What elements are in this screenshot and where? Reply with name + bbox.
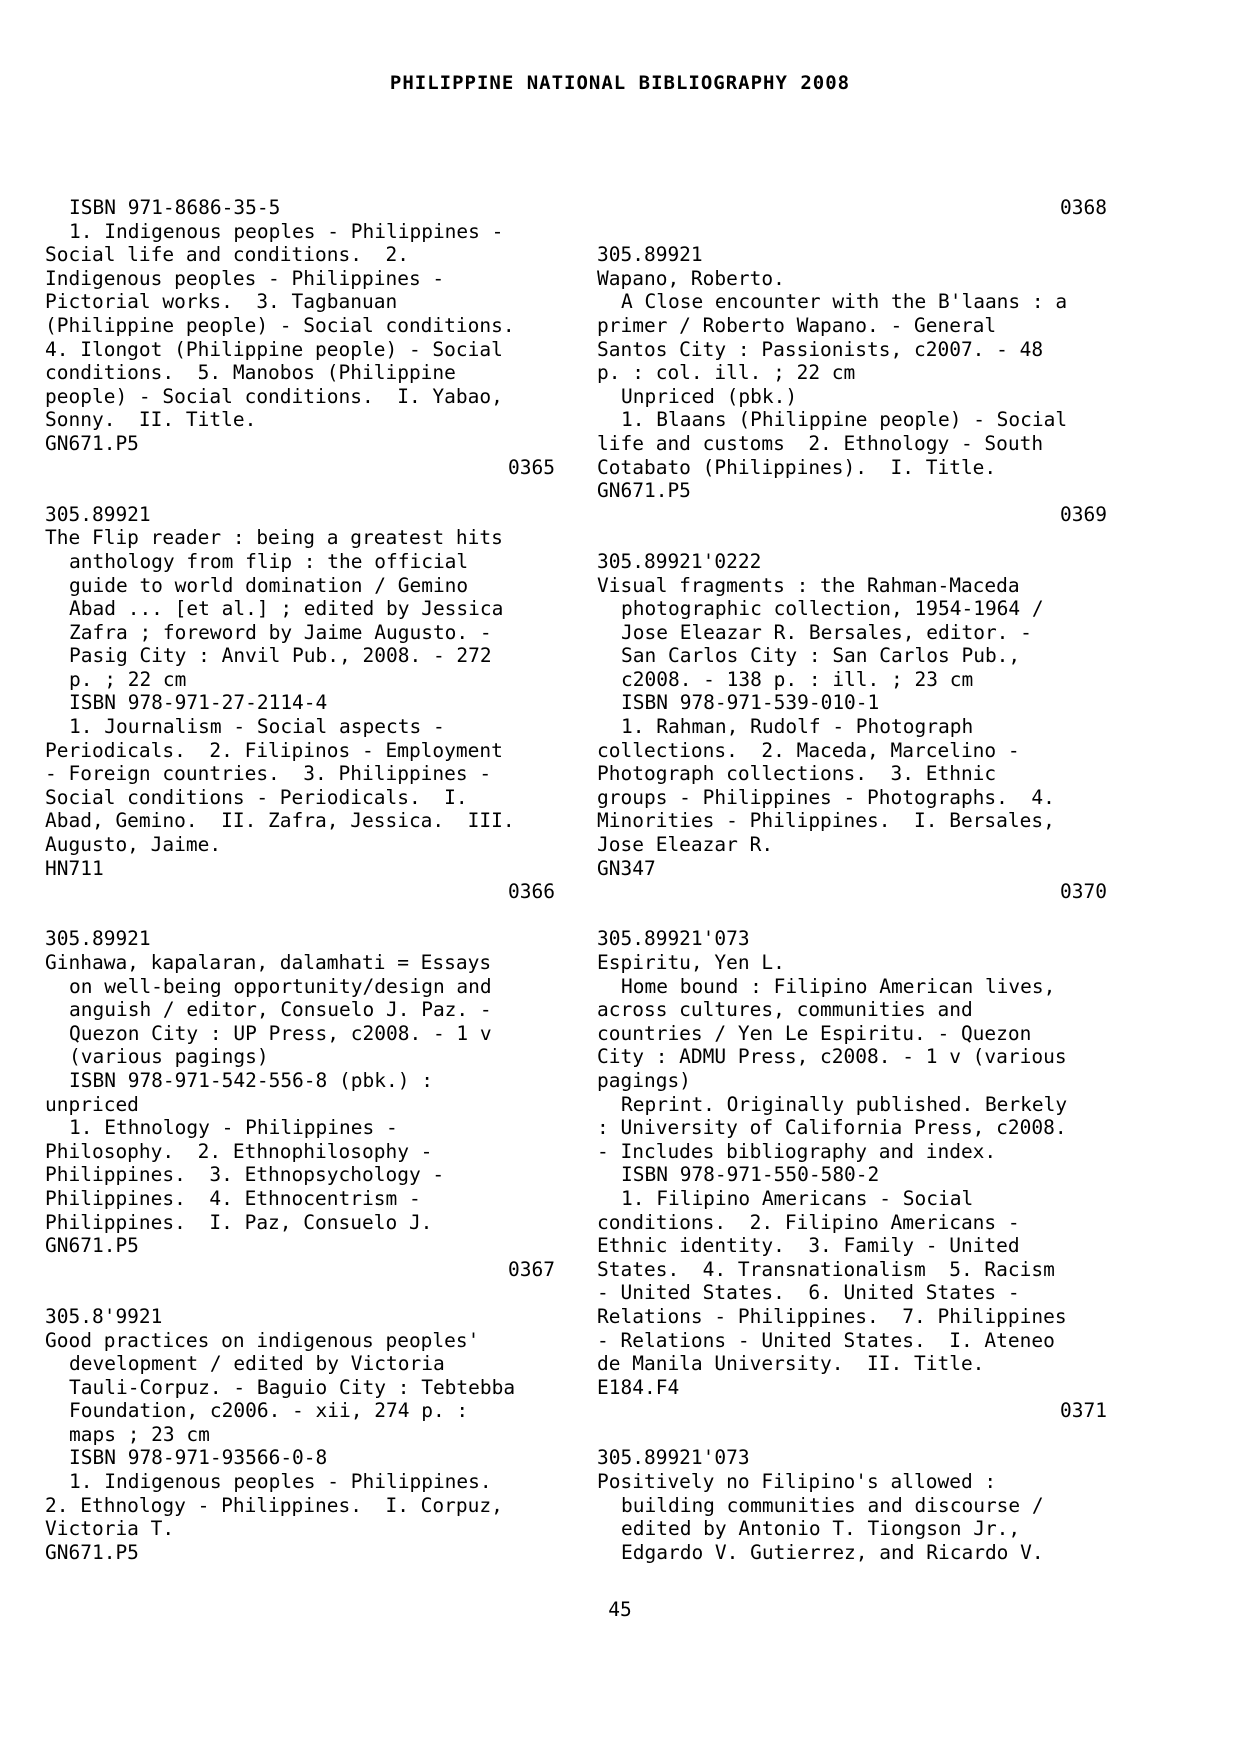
text-line: 305.89921'073 — [597, 927, 750, 951]
text-line: City : ADMU Press, c2008. - 1 v (various — [597, 1045, 1067, 1069]
text-line: Social life and conditions. 2. — [45, 243, 409, 267]
text-line: 305.8'9921 — [45, 1304, 163, 1328]
text-line: maps ; 23 cm — [69, 1422, 210, 1446]
text-line: (Philippine people) - Social conditions. — [45, 313, 515, 337]
text-line: - United States. 6. United States - — [597, 1281, 1020, 1305]
text-line: Ginhawa, kapalaran, dalamhati = Essays — [45, 951, 492, 974]
text-line: Visual fragments : the Rahman-Maceda — [597, 573, 1020, 597]
text-line: Sonny. II. Title. — [45, 408, 257, 432]
text-line: 305.89921 — [45, 927, 151, 951]
text-line: 1. Indigenous peoples - Philippines. — [69, 1470, 492, 1494]
left-column — [45, 196, 555, 1564]
text-line: Espiritu, Yen L. — [597, 951, 785, 974]
entry-number: 0365 — [508, 455, 555, 479]
text-line: p. : col. ill. ; 22 cm — [597, 361, 856, 385]
text-line: Pictorial works. 3. Tagbanuan — [45, 290, 398, 314]
text-line: building communities and discourse / — [621, 1493, 1044, 1517]
text-line: Relations - Philippines. 7. Philippines — [597, 1304, 1067, 1328]
text-line: Abad ... [et al.] ; edited by Jessica — [69, 597, 504, 621]
text-line: 2. Ethnology - Philippines. I. Corpuz, — [45, 1493, 503, 1517]
text-line: ISBN 978-971-542-556-8 (pbk.) : — [69, 1068, 433, 1092]
text-line: (various pagings) — [69, 1045, 269, 1069]
text-line: edited by Antonio T. Tiongson Jr., — [621, 1517, 1021, 1541]
text-line: : University of California Press, c2008. — [597, 1116, 1067, 1140]
text-line: 1. Indigenous peoples - Philippines - — [69, 219, 504, 243]
text-line: countries / Yen Le Espiritu. - Quezon — [597, 1021, 1032, 1045]
text-line: Philippines. 4. Ethnocentrism - — [45, 1186, 421, 1210]
text-line: anthology from flip : the official — [69, 549, 469, 573]
text-line: States. 4. Transnationalism 5. Racism — [597, 1257, 1055, 1281]
text-line: 1. Blaans (Philippine people) - Social — [621, 408, 1068, 432]
text-line: Tauli-Corpuz. - Baguio City : Tebtebba — [69, 1375, 516, 1399]
text-line: guide to world domination / Gemino — [69, 573, 469, 597]
blank-line — [597, 904, 1107, 928]
text-line: ISBN 978-971-93566-0-8 — [69, 1446, 328, 1470]
entry-number: 0367 — [508, 1257, 555, 1281]
text-line: people) - Social conditions. I. Yabao, — [45, 384, 503, 408]
text-line: ISBN 978-971-550-580-2 — [621, 1163, 880, 1187]
text-line: Good practices on indigenous peoples' — [45, 1328, 480, 1352]
text-line: - Relations - United States. I. Ateneo — [597, 1328, 1055, 1352]
text-line: unpriced — [45, 1092, 139, 1116]
text-line: - Includes bibliography and index. — [597, 1139, 997, 1163]
blank-line — [45, 1281, 555, 1305]
text-line: Cotabato (Philippines). I. Title. — [597, 455, 997, 479]
text-line: Minorities - Philippines. I. Bersales, — [597, 809, 1055, 833]
text-line: Wapano, Roberto. — [597, 266, 785, 290]
text-line: Quezon City : UP Press, c2008. - 1 v — [69, 1021, 492, 1045]
text-line: ISBN 978-971-27-2114-4 — [69, 691, 328, 715]
text-line: 1. Rahman, Rudolf - Photograph — [621, 715, 974, 739]
text-line: 305.89921 — [45, 502, 151, 526]
page-title: PHILIPPINE NATIONAL BIBLIOGRAPHY 2008 — [389, 72, 851, 94]
text-line: Periodicals. 2. Filipinos - Employment — [45, 738, 503, 762]
entry-number: 0371 — [1060, 1399, 1107, 1423]
text-line: Positively no Filipino's allowed : — [597, 1470, 997, 1494]
text-line: GN671.P5 — [45, 431, 139, 455]
text-line: Jose Eleazar R. — [597, 833, 774, 857]
text-line: GN347 — [597, 856, 656, 880]
text-line: E184.F4 — [597, 1375, 680, 1399]
text-line: photographic collection, 1954-1964 / — [621, 597, 1044, 621]
page-number: 45 — [608, 1598, 632, 1621]
text-line: Augusto, Jaime. — [45, 833, 222, 857]
text-line: Indigenous peoples - Philippines - — [45, 266, 445, 290]
text-line: primer / Roberto Wapano. - General — [597, 313, 997, 337]
text-line: anguish / editor, Consuelo J. Paz. - — [69, 998, 492, 1022]
text-line: 305.89921 — [597, 243, 703, 267]
text-line: 1. Filipino Americans - Social — [621, 1186, 974, 1210]
text-line: HN711 — [45, 856, 104, 880]
text-line: conditions. 5. Manobos (Philippine — [45, 361, 456, 385]
text-line: 305.89921'0222 — [597, 549, 762, 573]
text-line: - Foreign countries. 3. Philippines - — [45, 762, 492, 786]
text-line: development / edited by Victoria — [69, 1352, 445, 1376]
text-line: San Carlos City : San Carlos Pub., — [621, 644, 1021, 668]
text-line: life and customs 2. Ethnology - South — [597, 431, 1044, 455]
text-line: Abad, Gemino. II. Zafra, Jessica. III. — [45, 809, 515, 833]
right-column — [597, 196, 1107, 1564]
text-line: collections. 2. Maceda, Marcelino - — [597, 738, 1020, 762]
text-line: Philosophy. 2. Ethnophilosophy - — [45, 1139, 433, 1163]
text-line: 305.89921'073 — [597, 1446, 750, 1470]
text-line: Reprint. Originally published. Berkely — [621, 1092, 1068, 1116]
entry-number: 0370 — [1060, 880, 1107, 904]
text-line: Ethnic identity. 3. Family - United — [597, 1234, 1020, 1258]
text-line: GN671.P5 — [45, 1540, 139, 1564]
text-line: ISBN 978-971-539-010-1 — [621, 691, 880, 715]
text-line: Photograph collections. 3. Ethnic — [597, 762, 997, 786]
entry-number: 0366 — [508, 880, 555, 904]
blank-line — [597, 220, 1107, 244]
text-line: Pasig City : Anvil Pub., 2008. - 272 — [69, 644, 492, 668]
text-line: across cultures, communities and — [597, 998, 973, 1022]
blank-line — [45, 479, 555, 503]
text-line: GN671.P5 — [45, 1234, 139, 1258]
text-line: conditions. 2. Filipino Americans - — [597, 1210, 1020, 1234]
blank-line — [597, 1423, 1107, 1447]
text-line: 1. Journalism - Social aspects - — [69, 715, 445, 739]
text-line: Foundation, c2006. - xii, 274 p. : — [69, 1399, 469, 1423]
entry-number: 0369 — [1060, 502, 1107, 526]
text-line: Edgardo V. Gutierrez, and Ricardo V. — [621, 1540, 1044, 1564]
text-line: on well-being opportunity/design and — [69, 974, 492, 998]
text-line: Jose Eleazar R. Bersales, editor. - — [621, 620, 1032, 644]
text-line: Home bound : Filipino American lives, — [621, 974, 1056, 998]
text-line: 1. Ethnology - Philippines - — [69, 1116, 398, 1140]
text-line: GN671.P5 — [597, 479, 691, 503]
text-line: Social conditions - Periodicals. I. — [45, 785, 468, 809]
text-line: c2008. - 138 p. : ill. ; 23 cm — [621, 667, 974, 691]
text-line: Victoria T. — [45, 1517, 175, 1541]
entry-number: 0368 — [1060, 196, 1107, 219]
text-line: The Flip reader : being a greatest hits — [45, 526, 503, 550]
text-line: Philippines. 3. Ethnopsychology - — [45, 1163, 445, 1187]
text-line: pagings) — [597, 1068, 691, 1092]
text-line: p. ; 22 cm — [69, 667, 187, 691]
text-line: Unpriced (pbk.) — [621, 384, 798, 408]
text-line: 4. Ilongot (Philippine people) - Social — [45, 337, 503, 361]
text-line: ISBN 971-8686-35-5 — [69, 196, 281, 219]
text-line: Santos City : Passionists, c2007. - 48 — [597, 337, 1044, 361]
text-line: Philippines. I. Paz, Consuelo J. — [45, 1210, 433, 1234]
text-line: groups - Philippines - Photographs. 4. — [597, 785, 1055, 809]
text-line: A Close encounter with the B'laans : a — [621, 290, 1068, 314]
text-line: Zafra ; foreword by Jaime Augusto. - — [69, 620, 492, 644]
blank-line — [597, 526, 1107, 550]
blank-line — [45, 904, 555, 928]
text-line: de Manila University. II. Title. — [597, 1352, 985, 1376]
